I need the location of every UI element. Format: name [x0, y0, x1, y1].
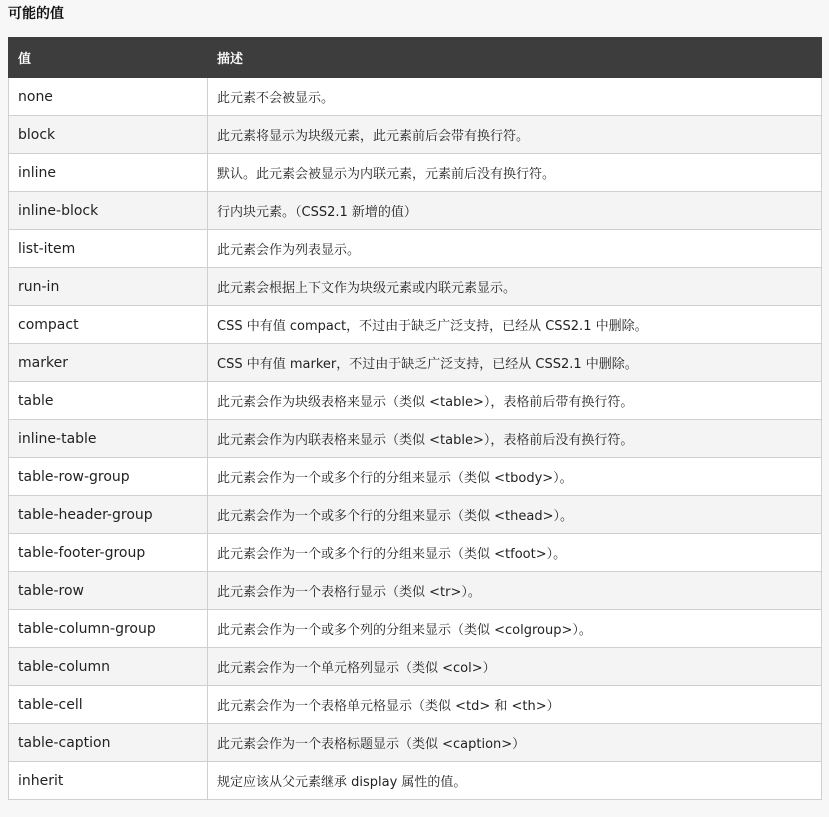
- value-cell: table-cell: [9, 686, 208, 724]
- value-cell: compact: [9, 306, 208, 344]
- description-cell: 规定应该从父元素继承 display 属性的值。: [208, 762, 822, 800]
- display-values-table: [8, 37, 822, 800]
- table-header: [9, 38, 822, 78]
- value-cell: run-in: [9, 268, 208, 306]
- table-row: [9, 78, 822, 116]
- value-cell: inline-block: [9, 192, 208, 230]
- table-row: [9, 686, 822, 724]
- value-cell: list-item: [9, 230, 208, 268]
- value-cell: table-column-group: [9, 610, 208, 648]
- header-description: 描述: [208, 38, 822, 78]
- table-row: [9, 306, 822, 344]
- value-cell: table-header-group: [9, 496, 208, 534]
- table-header-row: [9, 38, 822, 78]
- table-row: [9, 458, 822, 496]
- description-cell: CSS 中有值 marker，不过由于缺乏广泛支持，已经从 CSS2.1 中删除。: [208, 344, 822, 382]
- table-row: [9, 572, 822, 610]
- value-cell: inline-table: [9, 420, 208, 458]
- table-row: [9, 610, 822, 648]
- value-cell: table-row: [9, 572, 208, 610]
- description-cell: 此元素会作为一个或多个行的分组来显示（类似 <thead>）。: [208, 496, 822, 534]
- description-cell: 此元素会作为一个表格行显示（类似 <tr>）。: [208, 572, 822, 610]
- description-cell: 此元素会作为列表显示。: [208, 230, 822, 268]
- description-cell: 此元素会根据上下文作为块级元素或内联元素显示。: [208, 268, 822, 306]
- value-cell: table-row-group: [9, 458, 208, 496]
- table-row: [9, 192, 822, 230]
- table-row: [9, 648, 822, 686]
- value-cell: table-column: [9, 648, 208, 686]
- description-cell: 此元素会作为一个表格单元格显示（类似 <td> 和 <th>）: [208, 686, 822, 724]
- table-row: [9, 154, 822, 192]
- description-cell: 此元素会作为块级表格来显示（类似 <table>），表格前后带有换行符。: [208, 382, 822, 420]
- description-cell: 此元素会作为内联表格来显示（类似 <table>），表格前后没有换行符。: [208, 420, 822, 458]
- table-row: [9, 382, 822, 420]
- value-cell: block: [9, 116, 208, 154]
- description-cell: CSS 中有值 compact，不过由于缺乏广泛支持，已经从 CSS2.1 中删除。: [208, 306, 822, 344]
- value-cell: table-caption: [9, 724, 208, 762]
- value-cell: inline: [9, 154, 208, 192]
- header-value: 值: [9, 38, 208, 78]
- value-cell: none: [9, 78, 208, 116]
- description-cell: 此元素会作为一个表格标题显示（类似 <caption>）: [208, 724, 822, 762]
- table-row: [9, 762, 822, 800]
- description-cell: 此元素会作为一个或多个行的分组来显示（类似 <tbody>）。: [208, 458, 822, 496]
- table-row: [9, 268, 822, 306]
- table-row: [9, 116, 822, 154]
- description-cell: 此元素将显示为块级元素，此元素前后会带有换行符。: [208, 116, 822, 154]
- table-row: [9, 724, 822, 762]
- value-cell: table: [9, 382, 208, 420]
- description-cell: 此元素会作为一个单元格列显示（类似 <col>）: [208, 648, 822, 686]
- value-cell: table-footer-group: [9, 534, 208, 572]
- value-cell: marker: [9, 344, 208, 382]
- table-row: [9, 496, 822, 534]
- table-row: [9, 230, 822, 268]
- table-row: [9, 420, 822, 458]
- table-row: [9, 534, 822, 572]
- table-row: [9, 344, 822, 382]
- description-cell: 此元素会作为一个或多个列的分组来显示（类似 <colgroup>）。: [208, 610, 822, 648]
- section-title: 可能的值: [8, 6, 64, 22]
- description-cell: 行内块元素。（CSS2.1 新增的值）: [208, 192, 822, 230]
- description-cell: 此元素不会被显示。: [208, 78, 822, 116]
- description-cell: 此元素会作为一个或多个行的分组来显示（类似 <tfoot>）。: [208, 534, 822, 572]
- description-cell: 默认。此元素会被显示为内联元素，元素前后没有换行符。: [208, 154, 822, 192]
- value-cell: inherit: [9, 762, 208, 800]
- table-body: [9, 78, 822, 800]
